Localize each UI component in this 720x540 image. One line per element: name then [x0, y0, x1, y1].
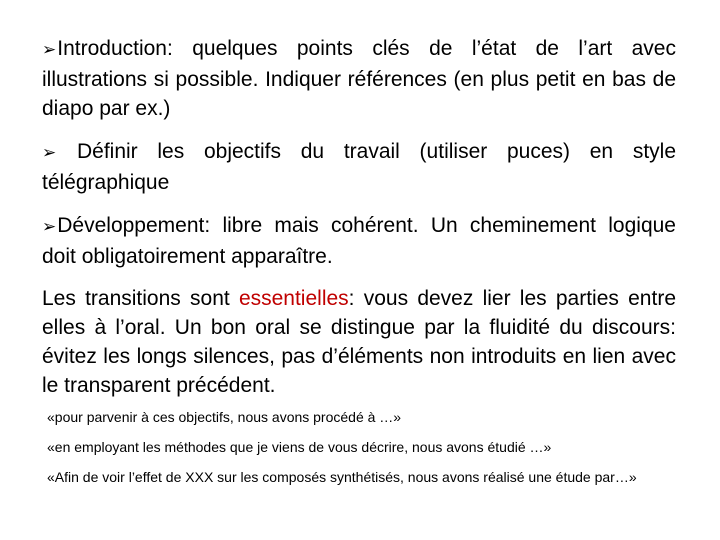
arrowhead-bullet-icon: ➢	[42, 143, 57, 163]
bullet-developpement	[42, 211, 676, 271]
transitions-text-after: : vous devez lier les parties entre elles à l’oral. Un bon oral se distingue par la fluidité du discours: évitez les longs silences, pas d’éléments non introduits en lien avec le transparent précédent.	[42, 287, 676, 397]
transitions-text-before: Les transitions sont	[42, 287, 239, 310]
transitions-highlight-word: essentielles	[238, 287, 349, 310]
example-quote-3: «Afin de voir l’effet de XXX sur les composés synthétisés, nous avons réalisé une étude par…»	[47, 469, 637, 485]
slide-content	[42, 34, 676, 487]
example-quote-1: «pour parvenir à ces objectifs, nous avons procédé à …»	[47, 409, 402, 425]
bullet-objectifs-text: Définir les objectifs du travail (utiliser puces) en style télégraphique	[42, 140, 676, 194]
bullet-developpement-text: Développement: libre mais cohérent. Un cheminement logique doit obligatoirement apparaître.	[42, 214, 676, 268]
bullet-introduction	[42, 34, 676, 123]
example-quote-2: «en employant les méthodes que je viens de vous décrire, nous avons étudié …»	[47, 439, 552, 455]
bullet-introduction-text: Introduction: quelques points clés de l’état de l’art avec illustrations si possible. Indiquer références (en plus petit en bas de diapo par ex.)	[42, 37, 676, 120]
transitions-paragraph	[42, 284, 676, 400]
arrowhead-bullet-icon: ➢	[42, 217, 57, 237]
bullet-objectifs	[42, 137, 676, 197]
arrowhead-bullet-icon: ➢	[42, 40, 57, 60]
